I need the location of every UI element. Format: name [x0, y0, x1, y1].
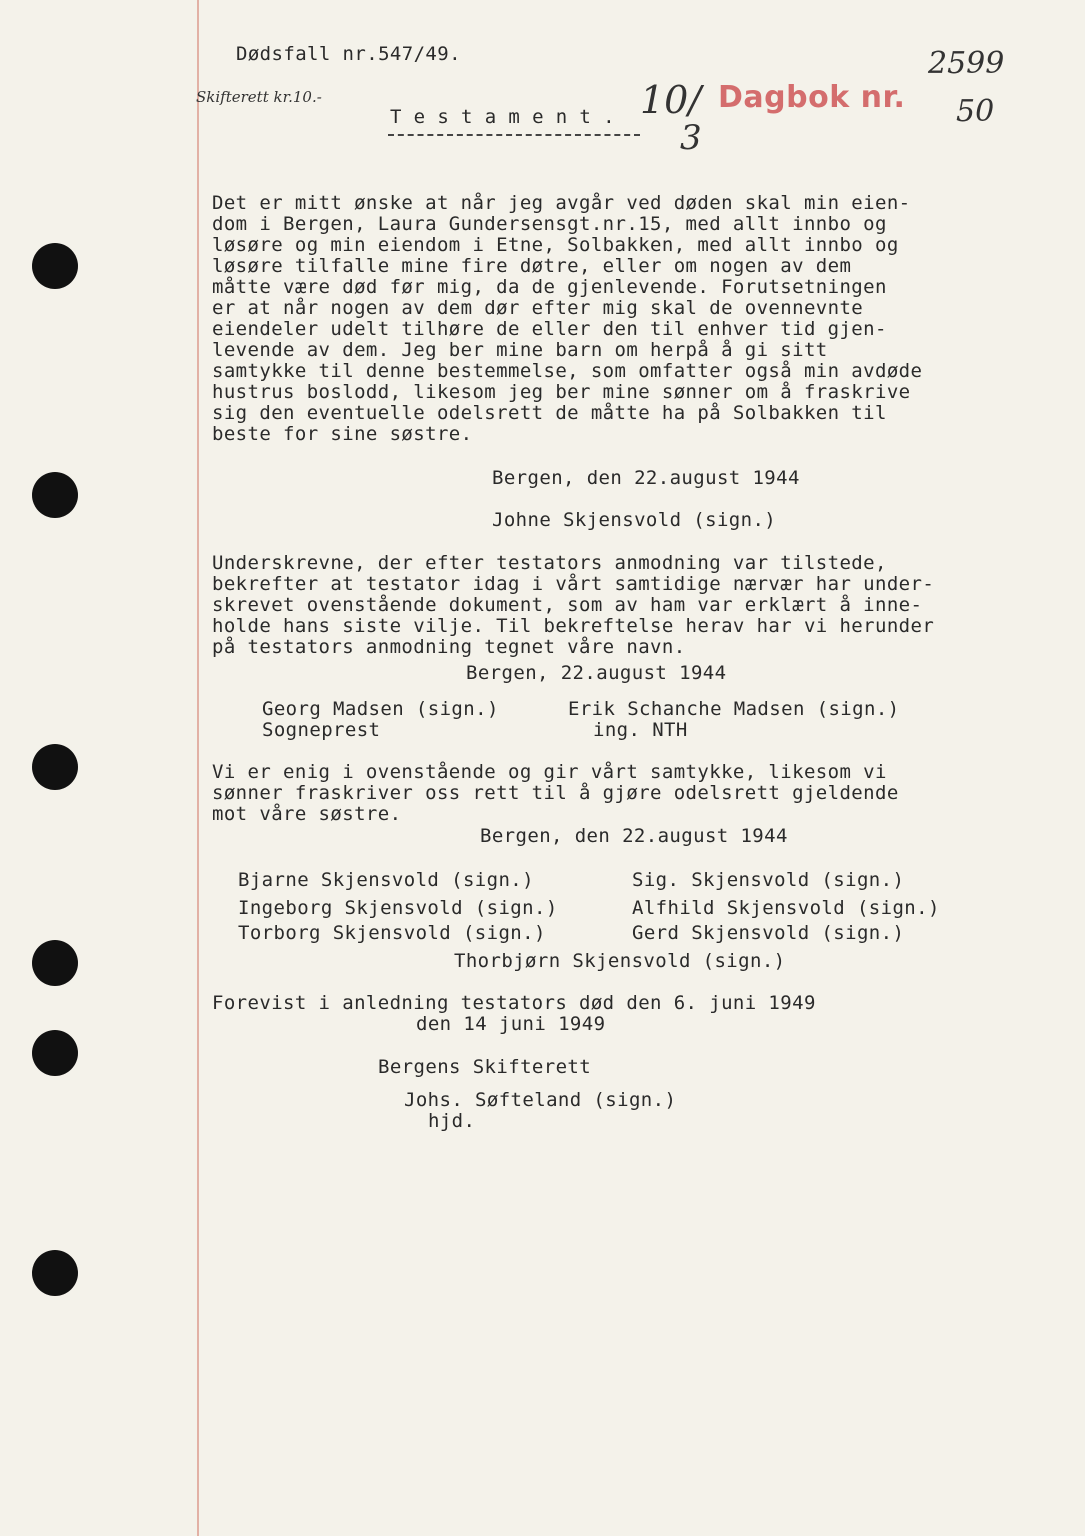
- testator-signature: Johne Skjensvold (sign.): [492, 509, 777, 531]
- punch-hole: [32, 940, 78, 986]
- text-line: mot våre søstre.: [212, 803, 402, 825]
- date-line: Bergen, den 22.august 1944: [492, 467, 800, 489]
- text-line: samtykke til denne bestemmelse, som omfatter også min avdøde: [212, 360, 923, 382]
- presented-note: den 14 juni 1949: [416, 1013, 606, 1035]
- text-line: Underskrevne, der efter testators anmodning var tilstede,: [212, 552, 887, 574]
- journal-stamp: Dagbok nr.: [718, 80, 906, 115]
- heir-signature: Thorbjørn Skjensvold (sign.): [454, 950, 786, 972]
- text-line: er at når nogen av dem dør efter mig skal de ovennevnte: [212, 297, 864, 319]
- text-line: hustrus boslodd, likesom jeg ber mine sønner om å fraskrive: [212, 381, 911, 403]
- heir-signature: Gerd Skjensvold (sign.): [632, 922, 905, 944]
- punch-hole: [32, 744, 78, 790]
- heir-signature: Torborg Skjensvold (sign.): [238, 922, 546, 944]
- handwritten-date-b: 3: [680, 118, 702, 158]
- text-line: eiendeler udelt tilhøre de eller den til enhver tid gjen-: [212, 318, 887, 340]
- text-line: løsøre og min eiendom i Etne, Solbakken, med allt innbo og: [212, 234, 899, 256]
- text-line: på testators anmodning tegnet våre navn.: [212, 636, 686, 658]
- text-line: skrevet ovenstående dokument, som av ham var erklært å inne-: [212, 594, 923, 616]
- witness-name: Erik Schanche Madsen (sign.): [568, 698, 900, 720]
- text-line: Vi er enig i ovenstående og gir vårt samtykke, likesom vi: [212, 761, 887, 783]
- text-line: beste for sine søstre.: [212, 423, 473, 445]
- witness-title: ing. NTH: [593, 719, 688, 741]
- handwritten-date-a: 10/: [640, 78, 702, 122]
- heir-signature: Sig. Skjensvold (sign.): [632, 869, 905, 891]
- title-underline: [388, 134, 640, 136]
- punch-hole: [32, 472, 78, 518]
- text-line: bekrefter at testator idag i vårt samtidige nærvær har under-: [212, 573, 935, 595]
- heir-signature: Bjarne Skjensvold (sign.): [238, 869, 534, 891]
- text-line: sig den eventuelle odelsrett de måtte ha på Solbakken til: [212, 402, 887, 424]
- text-line: levende av dem. Jeg ber mine barn om herpå å gi sitt: [212, 339, 828, 361]
- journal-year: 50: [956, 94, 995, 129]
- heir-signature: Ingeborg Skjensvold (sign.): [238, 897, 558, 919]
- punch-hole: [32, 243, 78, 289]
- text-line: holde hans siste vilje. Til bekreftelse herav har vi herunder: [212, 615, 935, 637]
- text-line: løsøre tilfalle mine fire døtre, eller om nogen av dem: [212, 255, 852, 277]
- fee-note: Skifterett kr.10.-: [196, 88, 322, 106]
- document-title: T e s t a m e n t .: [390, 106, 615, 128]
- punch-hole: [32, 1250, 78, 1296]
- date-line: Bergen, 22.august 1944: [466, 662, 727, 684]
- punch-hole: [32, 1030, 78, 1076]
- margin-rule: [197, 0, 199, 1536]
- judge-signature: Johs. Søfteland (sign.): [404, 1089, 677, 1111]
- court-name: Bergens Skifterett: [378, 1056, 592, 1078]
- text-line: sønner fraskriver oss rett til å gjøre odelsrett gjeldende: [212, 782, 899, 804]
- witness-title: Sogneprest: [262, 719, 381, 741]
- heir-signature: Alfhild Skjensvold (sign.): [632, 897, 940, 919]
- judge-title: hjd.: [428, 1110, 476, 1132]
- presented-note: Forevist i anledning testators død den 6. juni 1949: [212, 992, 816, 1014]
- text-line: dom i Bergen, Laura Gundersensgt.nr.15, med allt innbo og: [212, 213, 887, 235]
- journal-number: 2599: [928, 46, 1005, 81]
- witness-name: Georg Madsen (sign.): [262, 698, 499, 720]
- date-line: Bergen, den 22.august 1944: [480, 825, 788, 847]
- text-line: Det er mitt ønske at når jeg avgår ved døden skal min eien-: [212, 192, 911, 214]
- case-reference: Dødsfall nr.547/49.: [236, 43, 461, 65]
- text-line: måtte være død før mig, da de gjenlevende. Forutsetningen: [212, 276, 887, 298]
